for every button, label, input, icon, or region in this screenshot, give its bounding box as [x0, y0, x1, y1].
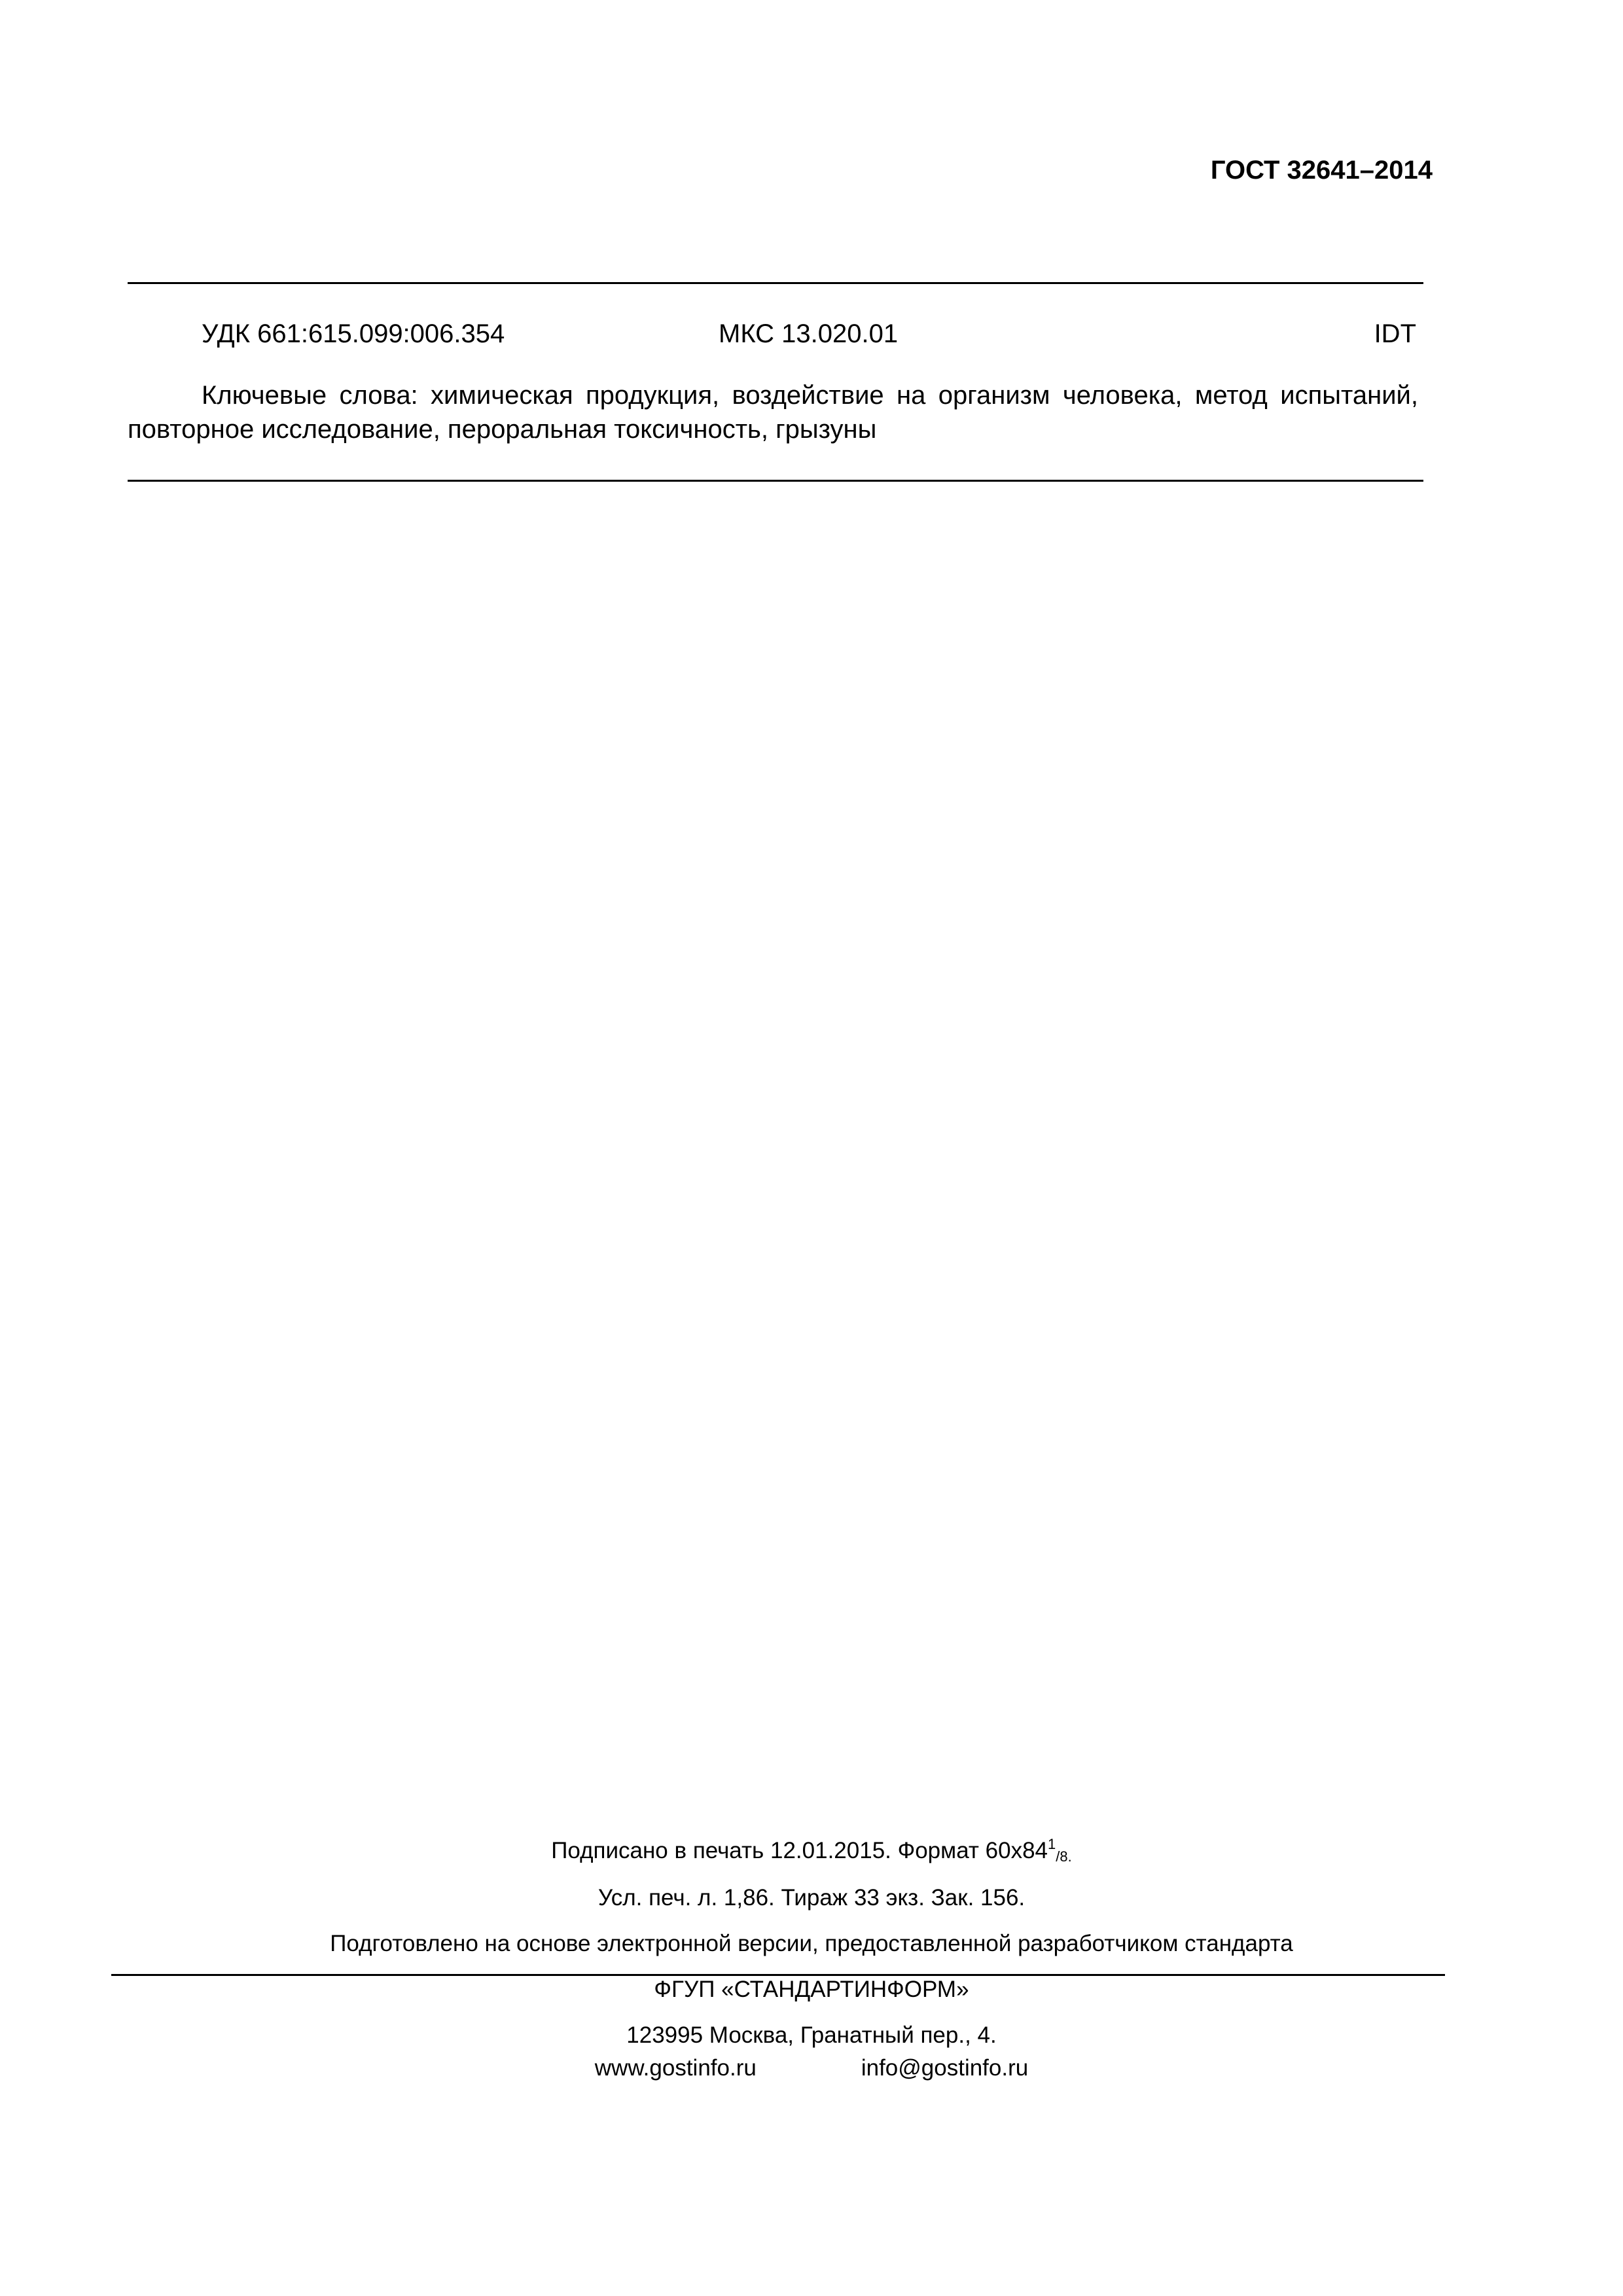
publisher-divider — [111, 1974, 1445, 1976]
udk-code: УДК 661:615.099:006.354 — [202, 319, 505, 348]
idt-marker: IDT — [1374, 319, 1416, 348]
mks-code: МКС 13.020.01 — [719, 319, 899, 348]
signed-for-print-text: Подписано в печать 12.01.2015. Формат 60x84 — [551, 1838, 1048, 1863]
format-superscript: 1 — [1048, 1836, 1056, 1852]
top-divider — [128, 282, 1423, 284]
format-subscript: /8. — [1056, 1848, 1072, 1865]
print-info-line: Усл. печ. л. 1,86. Тираж 33 экз. Зак. 156. — [597, 1885, 1026, 1910]
keywords-divider — [128, 480, 1423, 482]
signed-for-print-line — [0, 1838, 1623, 1864]
publisher-address: 123995 Москва, Гранатный пер., 4. — [626, 2022, 997, 2048]
prepared-note: Подготовлено на основе электронной версии, предоставленной разработчиком стандарта — [330, 1931, 1293, 1956]
document-code: ГОСТ 32641–2014 — [1210, 156, 1433, 185]
publisher-name: ФГУП «СТАНДАРТИНФОРМ» — [654, 1977, 969, 2002]
keywords-paragraph: Ключевые слова: химическая продукция, воздействие на организм человека, метод испытаний, повторное исследование, пероральная токсичность, грызуны — [128, 381, 1418, 444]
publisher-contacts — [0, 2055, 1623, 2081]
website-link[interactable]: www.gostinfo.ru — [594, 2055, 757, 2081]
email-link[interactable]: info@gostinfo.ru — [861, 2055, 1029, 2081]
